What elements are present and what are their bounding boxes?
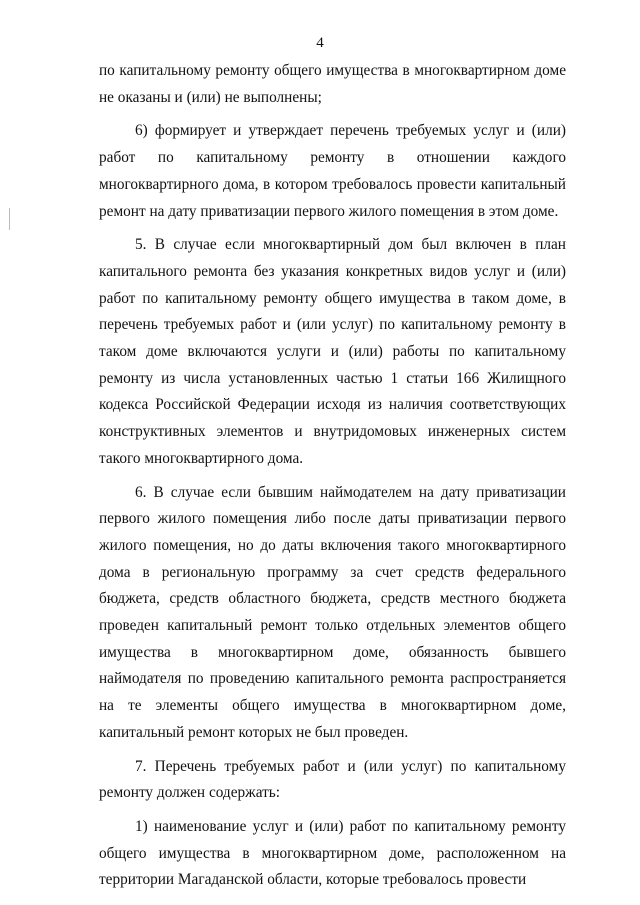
- paragraph-item-6: 6) формирует и утверждает перечень требуемых услуг и (или) работ по капитальному ремонту в отношении каждого многоквартирного дома, в котором требовалось провести капитальный ремонт на дату приватизации первого жилого помещения в этом доме.: [99, 122, 566, 220]
- paragraph-clause-5: 5. В случае если многоквартирный дом был включен в план капитального ремонта без указания конкретных видов услуг и (или) работ по капитальному ремонту общего имущества в таком доме, в перечень требуемых работ и (или услуг) по капитальному ремонту в таком доме включаются услуги и (или) работы по капитальному ремонту из числа установленных частью 1 статьи 166 Жилищного кодекса Российской Федерации исходя из наличия соответствующих конструктивных элементов и внутридомовых инженерных систем такого многоквартирного дома.: [99, 236, 566, 467]
- page-number: 4: [316, 35, 324, 51]
- margin-mark: [9, 208, 10, 230]
- paragraph-item-1: 1) наименование услуг и (или) работ по капитальному ремонту общего имущества в многоквартирном доме, расположенном на территории Магаданской области, которые требовалось провести: [99, 817, 566, 889]
- paragraph-clause-7: 7. Перечень требуемых работ и (или услуг) по капитальному ремонту должен содержать:: [99, 757, 566, 802]
- paragraph-continuation: по капитальному ремонту общего имущества в многоквартирном доме не оказаны и (или) не выполнены;: [99, 62, 566, 106]
- document-body: [99, 58, 566, 894]
- paragraph-clause-6: 6. В случае если бывшим наймодателем на дату приватизации первого жилого помещения либо после даты приватизации первого жилого помещения, но до даты включения такого многоквартирного дома в региональную программу за счет средств федерального бюджета, средств областного бюджета, средств местного бюджета проведен капитальный ремонт только отдельных элементов общего имущества в многоквартирном доме, обязанность бывшего наймодателя по проведению капитального ремонта распространяется на те элементы общего имущества в многоквартирном доме, капитальный ремонт которых не был проведен.: [99, 483, 566, 741]
